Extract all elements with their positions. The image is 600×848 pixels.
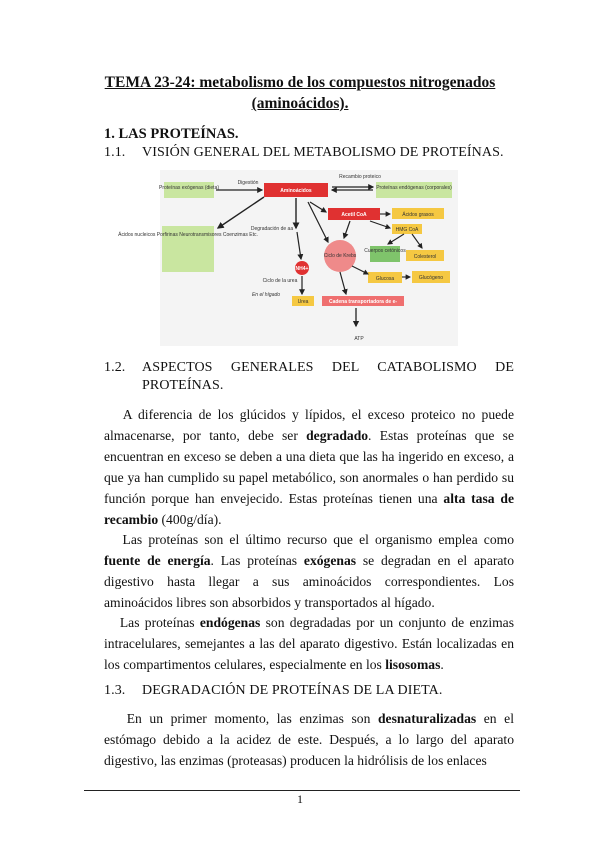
paragraph-1 <box>104 404 514 530</box>
paragraph-3 <box>104 612 514 675</box>
label-aminoacidos: Aminoácidos <box>280 188 312 194</box>
subsection-heading-1-1 <box>104 145 504 161</box>
para2-text-e: se degradan en el aparato digestivo hasta llegar a sus aminoácidos correspondientes. Los aminoácidos libres son absorbidos y transportados al hígado. <box>104 553 514 610</box>
para4-text-c: en el estómago debido a la acidez de este. Después, a lo largo del aparato digestivo, las enzimas (proteasas) producen la hidrólisis de los enlaces <box>104 711 514 768</box>
label-higado: En el hígado <box>251 292 281 298</box>
label-acidosgrasos: Ácidos grasos <box>402 212 434 218</box>
label-nh4: NH4+ <box>295 266 309 272</box>
subsection-heading-1-2 <box>104 360 514 394</box>
para1-text-a: A diferencia de los glúcidos y lípidos, el exceso proteico no puede almacenarse, por tanto, debe ser <box>104 407 514 443</box>
para1-text-c: . Estas proteínas que se encuentran en exceso se deben a una dieta que las ha ingerido en exceso, a que ya han cumplido su papel metabólico, son anormales o han perdido su función porque han envejecido. Estas proteínas tienen una <box>104 428 514 506</box>
subsection-text: DEGRADACIÓN DE PROTEÍNAS DE LA DIETA. <box>142 683 443 698</box>
para1-bold-degradado: degradado <box>306 428 369 443</box>
subsection-text-line1: ASPECTOS GENERALES DEL CATABOLISMO DE <box>142 360 514 375</box>
protein-metabolism-diagram <box>118 170 458 346</box>
label-endogenas: Proteínas endógenas (corporales) <box>376 185 452 191</box>
subsection-text-line2: PROTEÍNAS. <box>142 378 224 393</box>
label-hmgcoa: HMG CoA <box>395 227 419 233</box>
paragraph-2 <box>104 529 514 613</box>
section-heading-proteinas: 1. LAS PROTEÍNAS. <box>104 126 239 142</box>
para2-text-a: Las proteínas son el último recurso que el organismo emplea como <box>122 532 515 547</box>
subsection-number: 1.3. <box>104 683 126 698</box>
label-glucogeno: Glucógeno <box>418 275 444 281</box>
label-recambio: Recambio proteico <box>339 174 381 180</box>
label-ciclourea: Ciclo de la urea <box>262 278 298 284</box>
para3-text-e: . <box>440 657 444 672</box>
label-atp: ATP <box>354 336 364 342</box>
subsection-text: VISIÓN GENERAL DEL METABOLISMO DE PROTEÍNAS. <box>142 145 504 160</box>
para2-bold-energia: fuente de energía <box>104 553 211 568</box>
label-glucosa: Glucosa <box>375 276 395 282</box>
para1-bold-tasa: alta tasa de recambio <box>104 491 515 527</box>
title-line-1: TEMA 23-24: metabolismo de los compuestos nitrogenados <box>104 74 496 91</box>
label-cuerpos: Cuerpos cetónicos <box>364 248 406 254</box>
para3-text-a: Las proteínas <box>119 615 200 630</box>
para3-bold-lisosomas: lisosomas <box>385 657 441 672</box>
label-krebs: Ciclo de Krebs <box>323 253 357 259</box>
diagram-svg <box>118 170 458 346</box>
label-degradacion: Degradación de aa <box>250 226 294 232</box>
label-colesterol: Colesterol <box>413 254 437 260</box>
subsection-number: 1.1. <box>104 145 126 160</box>
para1-text-e: (400g/día). <box>158 512 222 527</box>
label-digestion: Digestión <box>237 180 259 186</box>
paragraph-4 <box>104 708 514 771</box>
page-number: 1 <box>297 792 303 806</box>
para2-text-c: . Las proteínas <box>210 553 304 568</box>
para4-text-a: En un primer momento, las enzimas son <box>126 711 378 726</box>
label-acetilcoa: Acetil CoA <box>341 212 367 218</box>
subsection-number: 1.2. <box>104 360 126 375</box>
footer-divider <box>84 790 520 791</box>
label-exogenas: Proteínas exógenas (dieta) <box>158 185 220 191</box>
para3-text-c: son degradadas por un conjunto de enzimas intracelulares, semejantes a las del aparato digestivo. Están localizadas en los compartimentos celulares, especialmente en los <box>104 615 514 672</box>
para2-bold-exogenas: exógenas <box>303 553 357 568</box>
label-urea: Urea <box>297 299 309 305</box>
label-compuestos: Ácidos nucleicos Porfirinas Neurotransmisores Coenzimas Etc. <box>118 232 258 238</box>
title-line-2: (aminoácidos). <box>251 95 349 112</box>
page-title <box>80 72 520 114</box>
label-cadena: Cadena transportadora de e- <box>328 299 398 305</box>
para4-bold-desnaturalizadas: desnaturalizadas <box>377 711 477 726</box>
para3-bold-endogenas: endógenas <box>199 615 261 630</box>
subsection-heading-1-3 <box>104 683 442 699</box>
